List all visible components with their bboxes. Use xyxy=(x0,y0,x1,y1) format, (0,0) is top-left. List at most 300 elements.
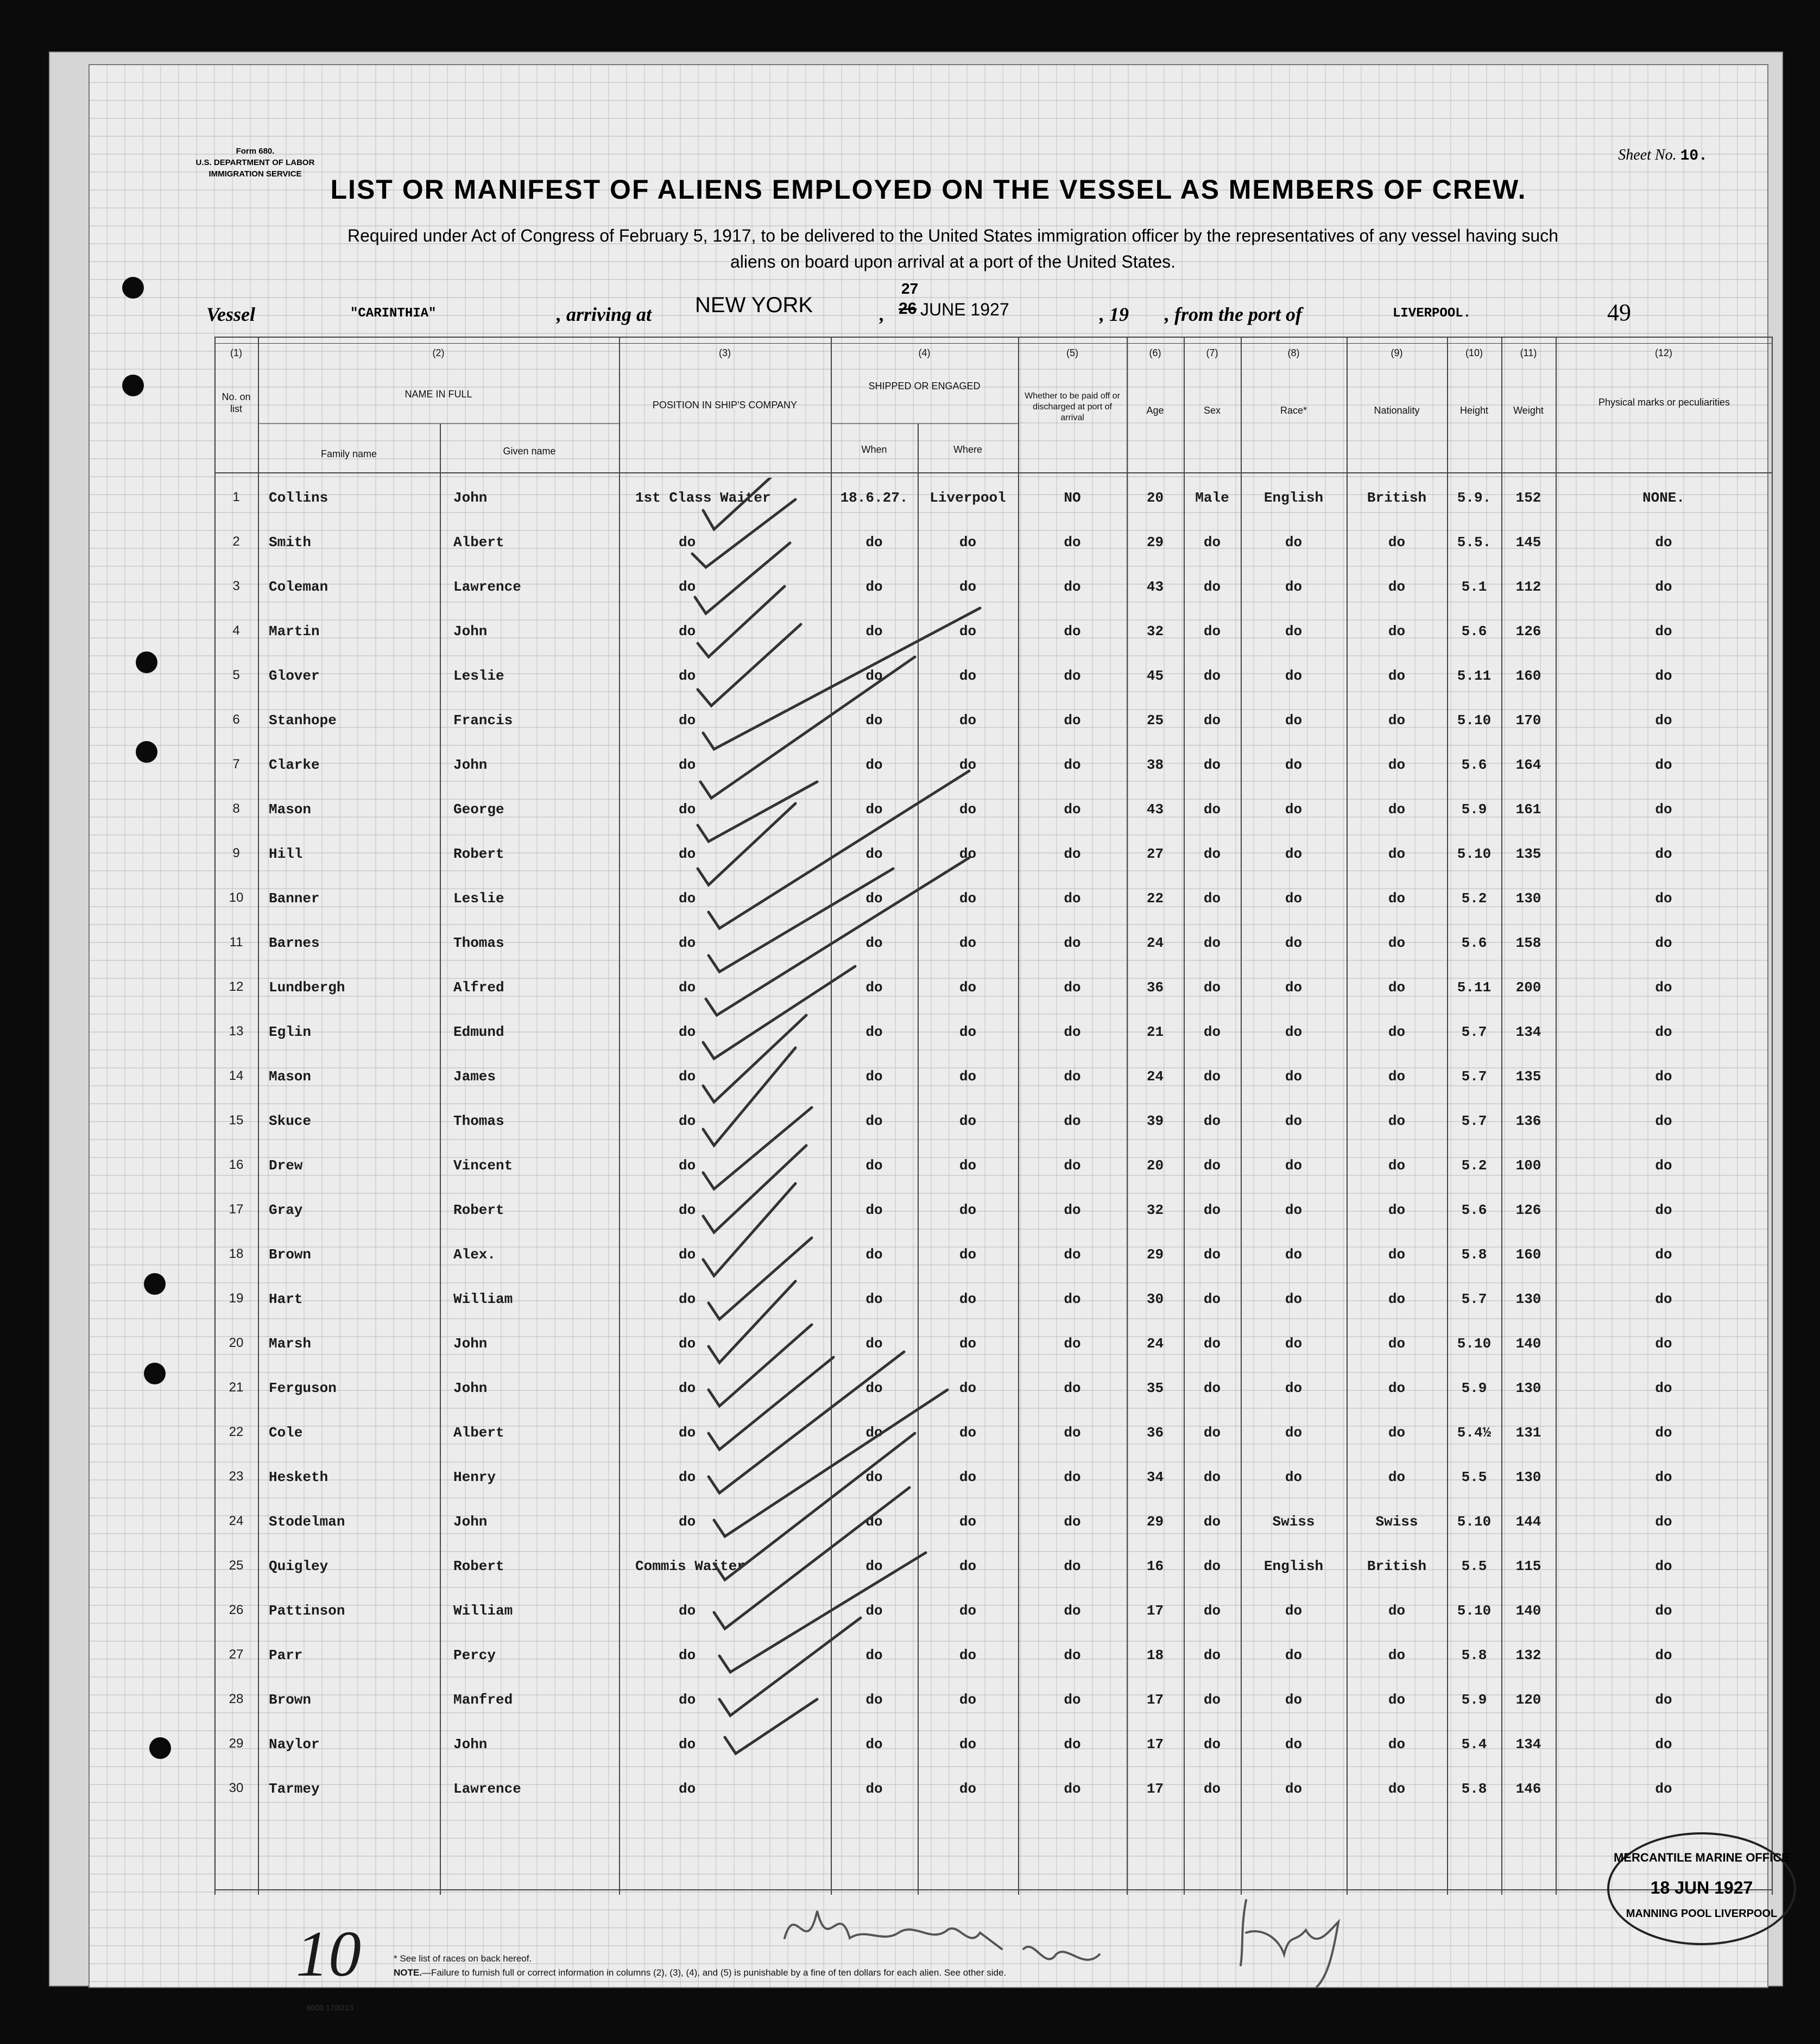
cell-where: do xyxy=(959,579,977,595)
cell-weight: 126 xyxy=(1515,623,1541,640)
cell-height: 5.7 xyxy=(1461,1291,1487,1307)
cell-race: do xyxy=(1285,1781,1303,1797)
cell-weight: 140 xyxy=(1515,1336,1541,1352)
cell-where: do xyxy=(959,1692,977,1708)
cell-given-name: Manfred xyxy=(453,1692,513,1708)
col-num: (12) xyxy=(1654,347,1672,358)
cell-position: do xyxy=(679,1246,696,1263)
col-head-sex: Sex xyxy=(1203,405,1221,416)
cell-weight: 131 xyxy=(1515,1425,1541,1441)
cell-weight: 140 xyxy=(1515,1603,1541,1619)
cell-marks: do xyxy=(1655,1291,1672,1307)
cell-when: do xyxy=(865,668,883,684)
cell-position: do xyxy=(679,1202,696,1218)
cell-nationality: do xyxy=(1388,623,1406,640)
cell-paid-off: do xyxy=(1064,1202,1081,1218)
cell-no: 10 xyxy=(229,890,244,905)
cell-given-name: Leslie xyxy=(453,890,504,907)
col-num: (1) xyxy=(230,347,242,358)
cell-height: 5.10 xyxy=(1457,712,1492,729)
cell-paid-off: do xyxy=(1064,935,1081,951)
cell-family-name: Hesketh xyxy=(269,1469,328,1485)
table-rule xyxy=(214,472,1773,473)
cell-no: 1 xyxy=(232,490,240,504)
cell-where: do xyxy=(959,623,977,640)
punch-hole xyxy=(122,375,144,396)
cell-when: do xyxy=(865,1068,883,1085)
cell-marks: do xyxy=(1655,1469,1672,1485)
cell-when: do xyxy=(865,1603,883,1619)
cell-marks: do xyxy=(1655,1781,1672,1797)
cell-position: do xyxy=(679,1113,696,1129)
cell-paid-off: do xyxy=(1064,1692,1081,1708)
cell-no: 28 xyxy=(229,1692,244,1706)
cell-weight: 130 xyxy=(1515,1291,1541,1307)
col-head-nationality: Nationality xyxy=(1374,405,1420,416)
vessel-label: Vessel xyxy=(206,303,255,325)
cell-height: 5.10 xyxy=(1457,846,1492,862)
cell-nationality: do xyxy=(1388,1603,1406,1619)
cell-nationality: do xyxy=(1388,935,1406,951)
manifest-sheet xyxy=(90,65,1790,2012)
cell-age: 32 xyxy=(1146,1202,1164,1218)
cell-family-name: Stodelman xyxy=(269,1514,345,1530)
col-head-height: Height xyxy=(1459,405,1489,416)
cell-sex: do xyxy=(1203,757,1221,773)
col-head-shipped: SHIPPED OR ENGAGED xyxy=(868,381,981,391)
cell-marks: do xyxy=(1655,1692,1672,1708)
cell-race: do xyxy=(1285,1647,1303,1663)
cell-nationality: do xyxy=(1388,534,1406,550)
cell-no: 22 xyxy=(229,1425,244,1439)
col-head-paid-off: Whether to be paid off or discharged at port of arrival xyxy=(1025,391,1120,422)
cell-family-name: Brown xyxy=(269,1692,312,1708)
cell-nationality: do xyxy=(1388,1781,1406,1797)
cell-given-name: Leslie xyxy=(453,668,504,684)
cell-nationality: do xyxy=(1388,1647,1406,1663)
cell-where: Liverpool xyxy=(930,490,1006,506)
table-rule xyxy=(214,343,1773,344)
cell-nationality: do xyxy=(1388,801,1406,818)
cell-no: 7 xyxy=(232,757,240,771)
cell-position: do xyxy=(679,579,696,595)
punch-hole xyxy=(144,1273,166,1295)
cell-sex: do xyxy=(1203,1380,1221,1396)
cell-paid-off: do xyxy=(1064,1514,1081,1530)
cell-when: do xyxy=(865,1736,883,1752)
col-num: (4) xyxy=(918,347,931,358)
cell-position: do xyxy=(679,1380,696,1396)
cell-height: 5.5. xyxy=(1457,534,1492,550)
cell-race: do xyxy=(1285,712,1303,729)
cell-nationality: do xyxy=(1388,668,1406,684)
table-rule xyxy=(831,423,1018,424)
cell-position: do xyxy=(679,623,696,640)
page-title: LIST OR MANIFEST OF ALIENS EMPLOYED ON THE VESSEL AS MEMBERS OF CREW. xyxy=(330,174,1527,205)
cell-no: 21 xyxy=(229,1380,244,1395)
cell-age: 17 xyxy=(1146,1692,1164,1708)
cell-marks: do xyxy=(1655,1157,1672,1174)
cell-race: do xyxy=(1285,1736,1303,1752)
cell-family-name: Ferguson xyxy=(269,1380,337,1396)
cell-given-name: Robert xyxy=(453,1202,504,1218)
cell-no: 5 xyxy=(232,668,240,682)
cell-when: do xyxy=(865,623,883,640)
cell-when: do xyxy=(865,1336,883,1352)
cell-family-name: Collins xyxy=(269,490,328,506)
cell-family-name: Stanhope xyxy=(269,712,337,729)
cell-marks: do xyxy=(1655,1068,1672,1085)
cell-sex: do xyxy=(1203,1246,1221,1263)
cell-weight: 160 xyxy=(1515,668,1541,684)
cell-position: do xyxy=(679,1157,696,1174)
cell-marks: do xyxy=(1655,1647,1672,1663)
cell-paid-off: do xyxy=(1064,757,1081,773)
cell-weight: 130 xyxy=(1515,890,1541,907)
footnotes xyxy=(394,1952,1006,1980)
cell-race: do xyxy=(1285,1202,1303,1218)
cell-when: do xyxy=(865,1647,883,1663)
cell-when: do xyxy=(865,1781,883,1797)
cell-position: do xyxy=(679,1781,696,1797)
cell-marks: do xyxy=(1655,1202,1672,1218)
cell-paid-off: do xyxy=(1064,846,1081,862)
page-subtitle xyxy=(209,223,1697,275)
cell-sex: do xyxy=(1203,1692,1221,1708)
arrival-port: NEW YORK xyxy=(695,293,813,317)
cell-paid-off: do xyxy=(1064,1291,1081,1307)
cell-family-name: Mason xyxy=(269,1068,312,1085)
cell-where: do xyxy=(959,801,977,818)
cell-marks: do xyxy=(1655,1246,1672,1263)
cell-height: 5.7 xyxy=(1461,1113,1487,1129)
cell-position: do xyxy=(679,534,696,550)
cell-position: do xyxy=(679,1291,696,1307)
cell-age: 20 xyxy=(1146,490,1164,506)
sheet-number xyxy=(1618,147,1708,164)
cell-race: do xyxy=(1285,890,1303,907)
cell-race: English xyxy=(1263,1558,1324,1574)
cell-age: 35 xyxy=(1146,1380,1164,1396)
cell-when: do xyxy=(865,1246,883,1263)
cell-weight: 112 xyxy=(1515,579,1541,595)
cell-race: do xyxy=(1285,579,1303,595)
cell-sex: do xyxy=(1203,890,1221,907)
cell-height: 5.9 xyxy=(1461,1380,1487,1396)
cell-when: do xyxy=(865,1692,883,1708)
cell-when: do xyxy=(865,801,883,818)
stamp-date: 18 JUN 1927 xyxy=(1650,1878,1753,1897)
cell-where: do xyxy=(959,668,977,684)
cell-sex: do xyxy=(1203,1202,1221,1218)
cell-position: do xyxy=(679,801,696,818)
cell-weight: 144 xyxy=(1515,1514,1541,1530)
cell-race: do xyxy=(1285,1336,1303,1352)
cell-when: do xyxy=(865,579,883,595)
cell-given-name: John xyxy=(453,1380,488,1396)
cell-paid-off: do xyxy=(1064,1113,1081,1129)
cell-position: do xyxy=(679,1425,696,1441)
cell-no: 9 xyxy=(232,846,240,860)
cell-race: do xyxy=(1285,801,1303,818)
cell-sex: do xyxy=(1203,846,1221,862)
cell-given-name: Albert xyxy=(453,534,504,550)
col-head-weight: Weight xyxy=(1513,405,1544,416)
cell-race: do xyxy=(1285,935,1303,951)
cell-given-name: Robert xyxy=(453,846,504,862)
cell-family-name: Pattinson xyxy=(269,1603,345,1619)
cell-position: do xyxy=(679,979,696,996)
cell-when: do xyxy=(865,1113,883,1129)
cell-no: 25 xyxy=(229,1558,244,1573)
cell-where: do xyxy=(959,712,977,729)
cell-position: do xyxy=(679,1469,696,1485)
cell-paid-off: do xyxy=(1064,712,1081,729)
cell-race: do xyxy=(1285,623,1303,640)
signatures xyxy=(741,1878,1447,1998)
cell-no: 30 xyxy=(229,1781,244,1795)
cell-marks: do xyxy=(1655,623,1672,640)
cell-marks: do xyxy=(1655,712,1672,729)
cell-family-name: Smith xyxy=(269,534,312,550)
cell-where: do xyxy=(959,979,977,996)
cell-position: do xyxy=(679,712,696,729)
cell-no: 27 xyxy=(229,1647,244,1662)
cell-weight: 146 xyxy=(1515,1781,1541,1797)
cell-given-name: Albert xyxy=(453,1425,504,1441)
cell-race: do xyxy=(1285,1246,1303,1263)
cell-height: 5.5 xyxy=(1461,1558,1487,1574)
cell-when: do xyxy=(865,757,883,773)
col-head-given: Given name xyxy=(503,446,556,457)
cell-when: do xyxy=(865,1425,883,1441)
cell-no: 24 xyxy=(229,1514,244,1528)
cell-race: do xyxy=(1285,846,1303,862)
cell-nationality: do xyxy=(1388,579,1406,595)
cell-nationality: do xyxy=(1388,712,1406,729)
cell-when: do xyxy=(865,534,883,550)
cell-marks: do xyxy=(1655,668,1672,684)
department: U.S. DEPARTMENT OF LABOR xyxy=(195,158,315,167)
cell-paid-off: do xyxy=(1064,1336,1081,1352)
col-num: (9) xyxy=(1391,347,1403,358)
cell-family-name: Eglin xyxy=(269,1024,312,1040)
cell-marks: do xyxy=(1655,801,1672,818)
cell-marks: NONE. xyxy=(1642,490,1685,506)
cell-no: 2 xyxy=(232,534,240,549)
cell-given-name: Alex. xyxy=(453,1246,496,1263)
cell-race: do xyxy=(1285,1068,1303,1085)
cell-nationality: do xyxy=(1388,1469,1406,1485)
cell-where: do xyxy=(959,757,977,773)
cell-no: 13 xyxy=(229,1024,244,1039)
cell-weight: 160 xyxy=(1515,1246,1541,1263)
cell-weight: 164 xyxy=(1515,757,1541,773)
cell-height: 5.11 xyxy=(1457,979,1492,996)
cell-family-name: Quigley xyxy=(269,1558,328,1574)
cell-paid-off: do xyxy=(1064,1068,1081,1085)
cell-position: do xyxy=(679,890,696,907)
col-num: (5) xyxy=(1066,347,1078,358)
cell-where: do xyxy=(959,1558,977,1574)
cell-marks: do xyxy=(1655,1380,1672,1396)
cell-no: 8 xyxy=(232,801,240,816)
cell-weight: 136 xyxy=(1515,1113,1541,1129)
cell-when: do xyxy=(865,1514,883,1530)
cell-paid-off: do xyxy=(1064,1024,1081,1040)
cell-family-name: Coleman xyxy=(269,579,328,595)
cell-position: do xyxy=(679,1647,696,1663)
cell-no: 12 xyxy=(229,979,244,994)
cell-nationality: do xyxy=(1388,1380,1406,1396)
cell-when: do xyxy=(865,712,883,729)
cell-height: 5.6 xyxy=(1461,935,1487,951)
cell-where: do xyxy=(959,1068,977,1085)
cell-height: 5.8 xyxy=(1461,1781,1487,1797)
date-corrected: 27 xyxy=(901,280,919,297)
sheet-label: Sheet No. xyxy=(1618,147,1677,163)
cell-paid-off: do xyxy=(1064,1603,1081,1619)
cell-when: do xyxy=(865,846,883,862)
cell-weight: 100 xyxy=(1515,1157,1541,1174)
col-head-position: POSITION IN SHIP'S COMPANY xyxy=(652,400,798,410)
cell-nationality: do xyxy=(1388,1157,1406,1174)
cell-position: do xyxy=(679,1068,696,1085)
cell-height: 5.10 xyxy=(1457,1336,1492,1352)
cell-family-name: Barnes xyxy=(269,935,320,951)
col-num: (11) xyxy=(1520,347,1537,358)
cell-where: do xyxy=(959,1024,977,1040)
cell-family-name: Drew xyxy=(269,1157,303,1174)
col-num: (6) xyxy=(1149,347,1161,358)
cell-given-name: Robert xyxy=(453,1558,504,1574)
cell-weight: 134 xyxy=(1515,1736,1541,1752)
cell-family-name: Hill xyxy=(269,846,303,862)
cell-race: do xyxy=(1285,1692,1303,1708)
cell-race: do xyxy=(1285,979,1303,996)
print-code: 6000 17/8213 xyxy=(307,2003,353,2012)
cell-position: do xyxy=(679,846,696,862)
cell-paid-off: do xyxy=(1064,1781,1081,1797)
date-struck: 26 xyxy=(899,300,917,318)
cell-where: do xyxy=(959,1425,977,1441)
cell-where: do xyxy=(959,1246,977,1263)
cell-age: 17 xyxy=(1146,1781,1164,1797)
cell-height: 5.7 xyxy=(1461,1024,1487,1040)
cell-no: 17 xyxy=(229,1202,244,1217)
cell-where: do xyxy=(959,1514,977,1530)
cell-paid-off: do xyxy=(1064,1469,1081,1485)
cell-given-name: John xyxy=(453,623,488,640)
vessel-name: "CARINTHIA" xyxy=(350,306,437,321)
cell-no: 23 xyxy=(229,1469,244,1484)
cell-nationality: British xyxy=(1367,490,1427,506)
cell-age: 27 xyxy=(1146,846,1164,862)
cell-given-name: Lawrence xyxy=(453,1781,521,1797)
cell-nationality: Swiss xyxy=(1375,1514,1418,1530)
cell-sex: do xyxy=(1203,1514,1221,1530)
col-num: (3) xyxy=(719,347,731,358)
cell-sex: do xyxy=(1203,1336,1221,1352)
cell-age: 39 xyxy=(1146,1113,1164,1129)
cell-paid-off: do xyxy=(1064,1425,1081,1441)
note-label: NOTE. xyxy=(394,1967,422,1978)
cell-given-name: Thomas xyxy=(453,935,504,951)
cell-family-name: Brown xyxy=(269,1246,312,1263)
cell-age: 24 xyxy=(1146,1068,1164,1085)
cell-position: do xyxy=(679,668,696,684)
cell-race: do xyxy=(1285,1469,1303,1485)
cell-nationality: do xyxy=(1388,1068,1406,1085)
cell-weight: 130 xyxy=(1515,1469,1541,1485)
cell-where: do xyxy=(959,935,977,951)
cell-position: do xyxy=(679,935,696,951)
cell-age: 18 xyxy=(1146,1647,1164,1663)
cell-race: do xyxy=(1285,1291,1303,1307)
cell-given-name: George xyxy=(453,801,504,818)
cell-sex: do xyxy=(1203,1558,1221,1574)
subtitle-line-1: Required under Act of Congress of February 5, 1917, to be delivered to the United States immigration officer by the representatives of any vessel having such xyxy=(347,226,1558,245)
cell-sex: do xyxy=(1203,579,1221,595)
cell-where: do xyxy=(959,534,977,550)
page-code: 49 xyxy=(1607,299,1631,326)
cell-where: do xyxy=(959,1781,977,1797)
cell-weight: 200 xyxy=(1515,979,1541,996)
cell-sex: do xyxy=(1203,979,1221,996)
cell-age: 36 xyxy=(1146,979,1164,996)
cell-no: 4 xyxy=(232,623,240,638)
cell-where: do xyxy=(959,1157,977,1174)
cell-age: 24 xyxy=(1146,935,1164,951)
cell-when: do xyxy=(865,1202,883,1218)
cell-given-name: William xyxy=(453,1603,513,1619)
cell-age: 36 xyxy=(1146,1425,1164,1441)
cell-height: 5.6 xyxy=(1461,757,1487,773)
cell-family-name: Clarke xyxy=(269,757,320,773)
cell-given-name: John xyxy=(453,1736,488,1752)
cell-family-name: Cole xyxy=(269,1425,303,1441)
cell-sex: do xyxy=(1203,668,1221,684)
cell-given-name: Thomas xyxy=(453,1113,504,1129)
cell-weight: 152 xyxy=(1515,490,1541,506)
stamp-top-text: MERCANTILE MARINE OFFICE xyxy=(1614,1851,1790,1864)
cell-paid-off: do xyxy=(1064,1558,1081,1574)
cell-sex: Male xyxy=(1195,490,1229,506)
cell-sex: do xyxy=(1203,1068,1221,1085)
cell-marks: do xyxy=(1655,534,1672,550)
cell-given-name: Edmund xyxy=(453,1024,504,1040)
cell-family-name: Lundbergh xyxy=(269,979,345,996)
cell-weight: 158 xyxy=(1515,935,1541,951)
page-number: 10 xyxy=(296,1918,361,1990)
cell-height: 5.6 xyxy=(1461,1202,1487,1218)
cell-where: do xyxy=(959,890,977,907)
col-head-name: NAME IN FULL xyxy=(405,389,472,400)
col-head-race: Race* xyxy=(1280,405,1307,416)
cell-when: do xyxy=(865,1469,883,1485)
cell-marks: do xyxy=(1655,935,1672,951)
cell-where: do xyxy=(959,1469,977,1485)
cell-height: 5.4 xyxy=(1461,1736,1487,1752)
cell-sex: do xyxy=(1203,1736,1221,1752)
cell-weight: 135 xyxy=(1515,1068,1541,1085)
cell-sex: do xyxy=(1203,1291,1221,1307)
cell-nationality: do xyxy=(1388,1024,1406,1040)
cell-race: do xyxy=(1285,1024,1303,1040)
cell-where: do xyxy=(959,1202,977,1218)
col-num: (7) xyxy=(1206,347,1218,358)
cell-age: 24 xyxy=(1146,1336,1164,1352)
